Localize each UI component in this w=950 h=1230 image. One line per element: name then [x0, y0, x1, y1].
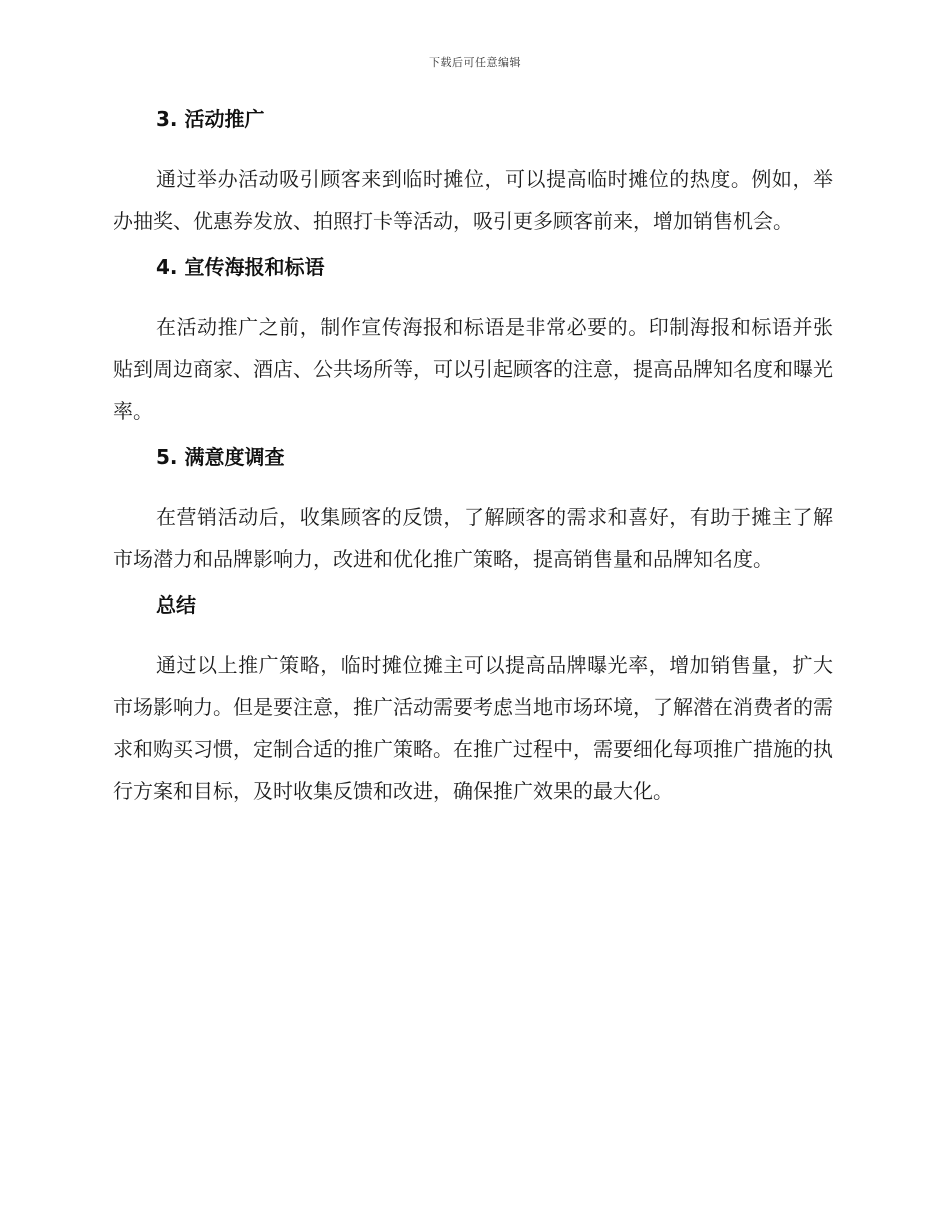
document-body	[113, 104, 833, 822]
section-heading: 3. 活动推广	[156, 107, 265, 131]
section-heading: 5. 满意度调查	[156, 445, 285, 469]
section-paragraph: 通过举办活动吸引顾客来到临时摊位，可以提高临时摊位的热度。例如，举办抽奖、优惠券发放、拍照打卡等活动，吸引更多顾客前来，增加销售机会。	[113, 167, 833, 233]
page-header: 下载后可任意编辑	[429, 56, 521, 69]
section-paragraph: 在营销活动后，收集顾客的反馈，了解顾客的需求和喜好，有助于摊主了解市场潜力和品牌影响力，改进和优化推广策略，提高销售量和品牌知名度。	[113, 505, 833, 571]
section-posters-slogans	[113, 252, 833, 432]
section-paragraph: 通过以上推广策略，临时摊位摊主可以提高品牌曝光率，增加销售量，扩大市场影响力。但是要注意，推广活动需要考虑当地市场环境，了解潜在消费者的需求和购买习惯，定制合适的推广策略。在推广过程中，需要细化每项推广措施的执行方案和目标，及时收集反馈和改进，确保推广效果的最大化。	[113, 653, 833, 803]
section-summary	[113, 590, 833, 812]
section-satisfaction-survey	[113, 442, 833, 580]
section-activity-promotion	[113, 104, 833, 242]
section-heading: 总结	[156, 593, 196, 617]
section-paragraph: 在活动推广之前，制作宣传海报和标语是非常必要的。印制海报和标语并张贴到周边商家、酒店、公共场所等，可以引起顾客的注意，提高品牌知名度和曝光率。	[113, 315, 833, 423]
section-heading: 4. 宣传海报和标语	[156, 255, 325, 279]
